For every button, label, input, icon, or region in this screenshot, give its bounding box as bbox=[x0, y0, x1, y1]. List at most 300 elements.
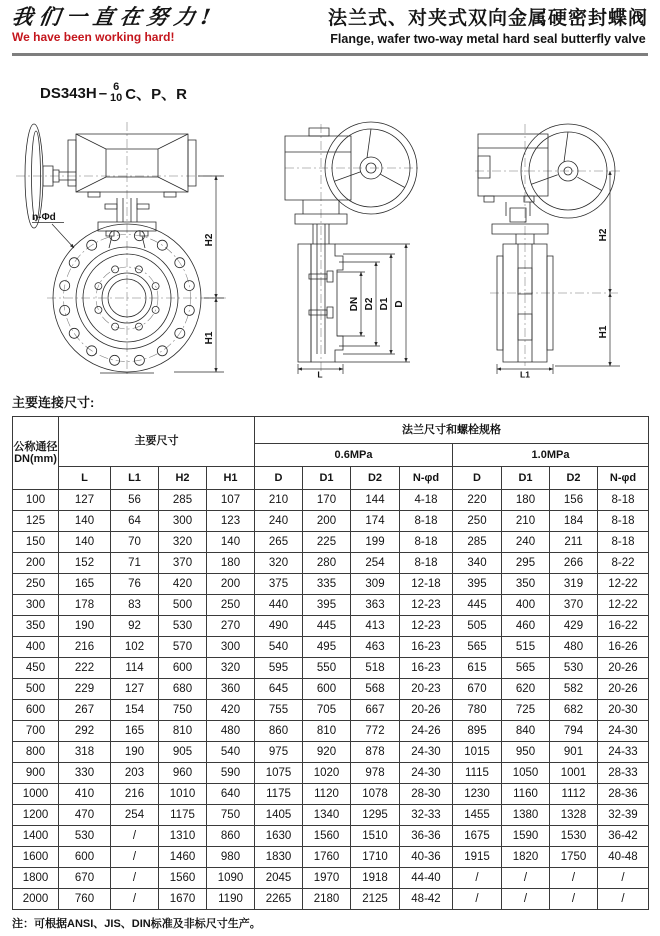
table-cell: 460 bbox=[502, 616, 550, 637]
table-cell: 178 bbox=[59, 595, 111, 616]
table-cell: 300 bbox=[159, 511, 207, 532]
table-cell: 530 bbox=[59, 826, 111, 847]
table-row bbox=[13, 889, 649, 910]
table-cell: 267 bbox=[59, 700, 111, 721]
table-cell: 420 bbox=[159, 574, 207, 595]
table-cell: 1075 bbox=[255, 763, 303, 784]
table-cell: 600 bbox=[303, 679, 351, 700]
table-cell: 24-30 bbox=[400, 763, 453, 784]
table-cell: 395 bbox=[453, 574, 502, 595]
table-cell: 860 bbox=[255, 721, 303, 742]
table-cell: 615 bbox=[453, 658, 502, 679]
table-cell: 1970 bbox=[303, 868, 351, 889]
table-cell: 445 bbox=[303, 616, 351, 637]
table-cell: 375 bbox=[255, 574, 303, 595]
table-cell: 320 bbox=[255, 553, 303, 574]
table-cell: 240 bbox=[502, 532, 550, 553]
table-cell: 319 bbox=[550, 574, 598, 595]
table-cell: 480 bbox=[550, 637, 598, 658]
dimension-label-dn: DN bbox=[349, 296, 360, 312]
table-cell: 4-18 bbox=[400, 490, 453, 511]
footnote: 注：可根据ANSI、JIS、DIN标准及非标尺寸生产。 bbox=[12, 918, 261, 931]
table-cell: 920 bbox=[303, 742, 351, 763]
table-cell: 12-23 bbox=[400, 616, 453, 637]
table-cell: 140 bbox=[207, 532, 255, 553]
gear-actuator-icon bbox=[285, 128, 351, 200]
dimension-label-n-phi-d: n-Φd bbox=[32, 212, 56, 224]
table-cell: 480 bbox=[207, 721, 255, 742]
table-cell: 1915 bbox=[453, 847, 502, 868]
table-cell: 550 bbox=[303, 658, 351, 679]
table-cell: 16-26 bbox=[598, 637, 649, 658]
table-cell: 565 bbox=[453, 637, 502, 658]
table-cell: 975 bbox=[255, 742, 303, 763]
table-cell: 395 bbox=[303, 595, 351, 616]
table-cell: 140 bbox=[59, 532, 111, 553]
gear-actuator-icon bbox=[68, 134, 196, 197]
table-cell: 860 bbox=[207, 826, 255, 847]
table-row bbox=[13, 721, 649, 742]
table-cell: 100 bbox=[13, 490, 59, 511]
table-cell: 127 bbox=[59, 490, 111, 511]
table-cell: 1820 bbox=[502, 847, 550, 868]
table-cell: 20-23 bbox=[400, 679, 453, 700]
col-header-d-10: D bbox=[453, 467, 502, 490]
table-row bbox=[13, 637, 649, 658]
table-cell: 490 bbox=[255, 616, 303, 637]
table-cell: 320 bbox=[207, 658, 255, 679]
col-header-d-06: D bbox=[255, 467, 303, 490]
table-cell: 16-22 bbox=[598, 616, 649, 637]
table-cell: 595 bbox=[255, 658, 303, 679]
table-cell: 165 bbox=[59, 574, 111, 595]
table-cell: 413 bbox=[351, 616, 400, 637]
table-cell: 1670 bbox=[159, 889, 207, 910]
col-header-10mpa: 1.0MPa bbox=[453, 444, 649, 467]
table-cell: 1190 bbox=[207, 889, 255, 910]
model-frac-top: 6 bbox=[113, 81, 120, 94]
page-subtitle: Flange, wafer two-way metal hard seal butterfly valve bbox=[330, 31, 646, 46]
table-cell: 1750 bbox=[550, 847, 598, 868]
table-cell: 12-22 bbox=[598, 574, 649, 595]
drawing-wafer-side-view bbox=[470, 116, 655, 378]
valve-body-section-icon bbox=[298, 244, 343, 362]
table-cell: 266 bbox=[550, 553, 598, 574]
table-cell: 2125 bbox=[351, 889, 400, 910]
table-cell: 56 bbox=[111, 490, 159, 511]
table-cell: 12-22 bbox=[598, 595, 649, 616]
table-cell: 320 bbox=[159, 532, 207, 553]
table-cell: 725 bbox=[502, 700, 550, 721]
technical-drawings bbox=[12, 116, 648, 382]
table-cell: 292 bbox=[59, 721, 111, 742]
model-number bbox=[40, 82, 648, 104]
table-cell: 156 bbox=[550, 490, 598, 511]
table-cell: 8-18 bbox=[400, 532, 453, 553]
col-header-flange-spec: 法兰尺寸和螺栓规格 bbox=[255, 417, 649, 444]
table-cell: 1460 bbox=[159, 847, 207, 868]
model-frac-bottom: 10 bbox=[110, 92, 123, 105]
table-cell: 1600 bbox=[13, 847, 59, 868]
model-dash: – bbox=[98, 84, 108, 102]
table-cell: 495 bbox=[303, 637, 351, 658]
table-cell: 2000 bbox=[13, 889, 59, 910]
table-cell: 28-30 bbox=[400, 784, 453, 805]
table-cell: 978 bbox=[351, 763, 400, 784]
table-cell: 1830 bbox=[255, 847, 303, 868]
table-cell: 24-33 bbox=[598, 742, 649, 763]
table-cell: 8-18 bbox=[400, 511, 453, 532]
table-cell: 20-30 bbox=[598, 700, 649, 721]
table-cell: 1328 bbox=[550, 805, 598, 826]
table-row bbox=[13, 574, 649, 595]
table-row bbox=[13, 868, 649, 889]
table-cell: 28-36 bbox=[598, 784, 649, 805]
table-cell: 28-33 bbox=[598, 763, 649, 784]
table-cell: 350 bbox=[502, 574, 550, 595]
table-cell: 240 bbox=[255, 511, 303, 532]
table-cell: 280 bbox=[303, 553, 351, 574]
dimension-label-h1: H1 bbox=[598, 325, 609, 339]
table-row bbox=[13, 658, 649, 679]
dimension-label-h2: H2 bbox=[598, 228, 609, 242]
model-prefix: DS343H bbox=[40, 84, 97, 102]
table-cell: 1001 bbox=[550, 763, 598, 784]
table-cell: 700 bbox=[13, 721, 59, 742]
table-cell: 125 bbox=[13, 511, 59, 532]
dimension-label-h1: H1 bbox=[204, 331, 215, 345]
table-cell: 590 bbox=[207, 763, 255, 784]
table-row bbox=[13, 595, 649, 616]
table-cell: / bbox=[111, 847, 159, 868]
table-cell: 199 bbox=[351, 532, 400, 553]
table-cell: 32-33 bbox=[400, 805, 453, 826]
table-cell: / bbox=[453, 889, 502, 910]
col-header-dn: 公称通径 DN(mm) bbox=[13, 417, 59, 490]
table-row bbox=[13, 700, 649, 721]
table-cell: 180 bbox=[207, 553, 255, 574]
table-row bbox=[13, 763, 649, 784]
col-header-l: L bbox=[59, 467, 111, 490]
table-row bbox=[13, 784, 649, 805]
table-cell: 64 bbox=[111, 511, 159, 532]
table-cell: 114 bbox=[111, 658, 159, 679]
table-cell: 760 bbox=[59, 889, 111, 910]
table-cell: 2265 bbox=[255, 889, 303, 910]
page-header bbox=[12, 0, 648, 46]
table-cell: 1405 bbox=[255, 805, 303, 826]
table-cell: 270 bbox=[207, 616, 255, 637]
table-cell: 750 bbox=[207, 805, 255, 826]
table-cell: 780 bbox=[453, 700, 502, 721]
table-cell: 515 bbox=[502, 637, 550, 658]
table-cell: 300 bbox=[207, 637, 255, 658]
table-cell: 83 bbox=[111, 595, 159, 616]
table-cell: / bbox=[598, 868, 649, 889]
table-cell: 40-48 bbox=[598, 847, 649, 868]
table-header bbox=[13, 417, 649, 490]
table-cell: 1590 bbox=[502, 826, 550, 847]
table-cell: 309 bbox=[351, 574, 400, 595]
table-cell: 1112 bbox=[550, 784, 598, 805]
table-cell: 680 bbox=[159, 679, 207, 700]
table-cell: 180 bbox=[502, 490, 550, 511]
table-cell: 682 bbox=[550, 700, 598, 721]
table-cell: 429 bbox=[550, 616, 598, 637]
table-cell: 123 bbox=[207, 511, 255, 532]
table-cell: 470 bbox=[59, 805, 111, 826]
section-title: 主要连接尺寸: bbox=[12, 395, 95, 411]
table-cell: 211 bbox=[550, 532, 598, 553]
model-pressure-fraction bbox=[110, 82, 122, 104]
table-cell: 184 bbox=[550, 511, 598, 532]
table-cell: 667 bbox=[351, 700, 400, 721]
table-cell: 645 bbox=[255, 679, 303, 700]
table-cell: 170 bbox=[303, 490, 351, 511]
table-cell: 370 bbox=[159, 553, 207, 574]
table-cell: 8-18 bbox=[598, 511, 649, 532]
table-cell: 330 bbox=[59, 763, 111, 784]
table-cell: 250 bbox=[207, 595, 255, 616]
table-cell: 400 bbox=[13, 637, 59, 658]
col-header-d2-10: D2 bbox=[550, 467, 598, 490]
table-cell: 530 bbox=[159, 616, 207, 637]
table-cell: 190 bbox=[111, 742, 159, 763]
table-cell: 200 bbox=[303, 511, 351, 532]
table-cell: 540 bbox=[207, 742, 255, 763]
table-cell: 1120 bbox=[303, 784, 351, 805]
table-cell: 92 bbox=[111, 616, 159, 637]
table-cell: 1175 bbox=[159, 805, 207, 826]
table-cell: 24-26 bbox=[400, 721, 453, 742]
table-cell: 1015 bbox=[453, 742, 502, 763]
dimension-table bbox=[12, 416, 649, 910]
table-cell: 582 bbox=[550, 679, 598, 700]
table-cell: 518 bbox=[351, 658, 400, 679]
table-cell: 20-26 bbox=[598, 679, 649, 700]
table-cell: 363 bbox=[351, 595, 400, 616]
table-cell: 318 bbox=[59, 742, 111, 763]
table-cell: 200 bbox=[13, 553, 59, 574]
table-cell: 225 bbox=[303, 532, 351, 553]
table-cell: 265 bbox=[255, 532, 303, 553]
table-cell: 500 bbox=[159, 595, 207, 616]
table-cell: 144 bbox=[351, 490, 400, 511]
table-cell: 1230 bbox=[453, 784, 502, 805]
table-cell: 1530 bbox=[550, 826, 598, 847]
table-cell: 222 bbox=[59, 658, 111, 679]
table-cell: 210 bbox=[502, 511, 550, 532]
table-cell: 1160 bbox=[502, 784, 550, 805]
table-cell: 32-39 bbox=[598, 805, 649, 826]
table-cell: 772 bbox=[351, 721, 400, 742]
table-cell: 895 bbox=[453, 721, 502, 742]
table-cell: 76 bbox=[111, 574, 159, 595]
table-cell: / bbox=[111, 826, 159, 847]
slogan-chinese: 我们一直在努力! bbox=[10, 4, 219, 29]
table-cell: 20-26 bbox=[400, 700, 453, 721]
table-cell: 16-23 bbox=[400, 637, 453, 658]
table-cell: 500 bbox=[13, 679, 59, 700]
table-cell: / bbox=[550, 868, 598, 889]
table-cell: 350 bbox=[13, 616, 59, 637]
dimension-table-body bbox=[13, 490, 649, 910]
gear-actuator-icon bbox=[478, 134, 548, 202]
brand-block bbox=[10, 4, 219, 45]
table-cell: 360 bbox=[207, 679, 255, 700]
table-cell: 1760 bbox=[303, 847, 351, 868]
drawing-flange-front-view bbox=[12, 116, 252, 378]
table-cell: 810 bbox=[303, 721, 351, 742]
table-cell: 71 bbox=[111, 553, 159, 574]
drawing-section-view bbox=[283, 116, 463, 378]
table-cell: 450 bbox=[13, 658, 59, 679]
dimension-label-l: L bbox=[317, 369, 323, 379]
table-cell: 1020 bbox=[303, 763, 351, 784]
table-cell: 250 bbox=[453, 511, 502, 532]
table-row bbox=[13, 679, 649, 700]
table-cell: 750 bbox=[159, 700, 207, 721]
table-cell: 150 bbox=[13, 532, 59, 553]
table-cell: 24-30 bbox=[598, 721, 649, 742]
table-cell: 44-40 bbox=[400, 868, 453, 889]
table-cell: 1800 bbox=[13, 868, 59, 889]
table-cell: 1340 bbox=[303, 805, 351, 826]
table-cell: 216 bbox=[59, 637, 111, 658]
table-cell: 24-30 bbox=[400, 742, 453, 763]
dimension-label-d2: D2 bbox=[364, 297, 375, 311]
table-cell: 40-36 bbox=[400, 847, 453, 868]
table-cell: 12-23 bbox=[400, 595, 453, 616]
table-cell: 794 bbox=[550, 721, 598, 742]
col-header-nphid-06: N-φd bbox=[400, 467, 453, 490]
col-header-06mpa: 0.6MPa bbox=[255, 444, 453, 467]
table-cell: 755 bbox=[255, 700, 303, 721]
col-header-l1: L1 bbox=[111, 467, 159, 490]
table-cell: 810 bbox=[159, 721, 207, 742]
table-cell: 254 bbox=[351, 553, 400, 574]
table-cell: 152 bbox=[59, 553, 111, 574]
col-header-main-dims: 主要尺寸 bbox=[59, 417, 255, 467]
table-cell: 1560 bbox=[159, 868, 207, 889]
table-row bbox=[13, 553, 649, 574]
table-row bbox=[13, 826, 649, 847]
table-cell: 1380 bbox=[502, 805, 550, 826]
table-cell: 705 bbox=[303, 700, 351, 721]
col-header-h2: H2 bbox=[159, 467, 207, 490]
table-cell: 216 bbox=[111, 784, 159, 805]
table-cell: 1510 bbox=[351, 826, 400, 847]
table-cell: 620 bbox=[502, 679, 550, 700]
model-suffix: C、P、R bbox=[125, 85, 187, 103]
table-cell: 8-18 bbox=[598, 532, 649, 553]
table-cell: 463 bbox=[351, 637, 400, 658]
dimension-label-d1: D1 bbox=[379, 297, 390, 311]
table-cell: / bbox=[598, 889, 649, 910]
col-header-nphid-10: N-φd bbox=[598, 467, 649, 490]
table-cell: 285 bbox=[453, 532, 502, 553]
table-row bbox=[13, 805, 649, 826]
table-cell: 565 bbox=[502, 658, 550, 679]
header-divider bbox=[12, 53, 648, 56]
table-cell: 2180 bbox=[303, 889, 351, 910]
table-cell: 200 bbox=[207, 574, 255, 595]
page-title: 法兰式、对夹式双向金属硬密封蝶阀 bbox=[327, 8, 648, 29]
table-cell: 980 bbox=[207, 847, 255, 868]
col-header-d1-10: D1 bbox=[502, 467, 550, 490]
table-cell: 800 bbox=[13, 742, 59, 763]
dimension-label-d: D bbox=[394, 300, 405, 308]
table-cell: 340 bbox=[453, 553, 502, 574]
table-cell: 36-36 bbox=[400, 826, 453, 847]
table-cell: 440 bbox=[255, 595, 303, 616]
table-cell: 600 bbox=[159, 658, 207, 679]
table-cell: 165 bbox=[111, 721, 159, 742]
table-cell: 568 bbox=[351, 679, 400, 700]
table-cell: 127 bbox=[111, 679, 159, 700]
table-cell: 48-42 bbox=[400, 889, 453, 910]
table-cell: 102 bbox=[111, 637, 159, 658]
table-cell: / bbox=[502, 868, 550, 889]
table-cell: 905 bbox=[159, 742, 207, 763]
table-cell: 154 bbox=[111, 700, 159, 721]
table-cell: 300 bbox=[13, 595, 59, 616]
table-cell: 20-26 bbox=[598, 658, 649, 679]
table-cell: 12-18 bbox=[400, 574, 453, 595]
table-cell: 8-18 bbox=[598, 490, 649, 511]
table-cell: 901 bbox=[550, 742, 598, 763]
table-cell: / bbox=[111, 868, 159, 889]
table-cell: 203 bbox=[111, 763, 159, 784]
table-cell: / bbox=[550, 889, 598, 910]
table-row bbox=[13, 490, 649, 511]
table-cell: 295 bbox=[502, 553, 550, 574]
table-cell: 190 bbox=[59, 616, 111, 637]
table-cell: 670 bbox=[59, 868, 111, 889]
table-row bbox=[13, 511, 649, 532]
table-row bbox=[13, 847, 649, 868]
table-cell: 254 bbox=[111, 805, 159, 826]
table-cell: / bbox=[502, 889, 550, 910]
table-cell: 36-42 bbox=[598, 826, 649, 847]
table-cell: 1050 bbox=[502, 763, 550, 784]
table-cell: 1455 bbox=[453, 805, 502, 826]
table-cell: / bbox=[453, 868, 502, 889]
title-block bbox=[328, 6, 648, 46]
table-cell: 960 bbox=[159, 763, 207, 784]
table-cell: 900 bbox=[13, 763, 59, 784]
table-cell: 220 bbox=[453, 490, 502, 511]
dimension-label-h2: H2 bbox=[204, 233, 215, 247]
col-header-d1-06: D1 bbox=[303, 467, 351, 490]
table-cell: 1400 bbox=[13, 826, 59, 847]
table-cell: 1310 bbox=[159, 826, 207, 847]
table-cell: 107 bbox=[207, 490, 255, 511]
table-cell: 530 bbox=[550, 658, 598, 679]
col-header-h1: H1 bbox=[207, 467, 255, 490]
table-row bbox=[13, 532, 649, 553]
table-cell: 229 bbox=[59, 679, 111, 700]
table-cell: 570 bbox=[159, 637, 207, 658]
table-cell: 1295 bbox=[351, 805, 400, 826]
table-cell: 210 bbox=[255, 490, 303, 511]
table-cell: 1675 bbox=[453, 826, 502, 847]
table-cell: 140 bbox=[59, 511, 111, 532]
table-cell: 400 bbox=[502, 595, 550, 616]
table-cell: 1090 bbox=[207, 868, 255, 889]
table-cell: 420 bbox=[207, 700, 255, 721]
table-cell: 1630 bbox=[255, 826, 303, 847]
